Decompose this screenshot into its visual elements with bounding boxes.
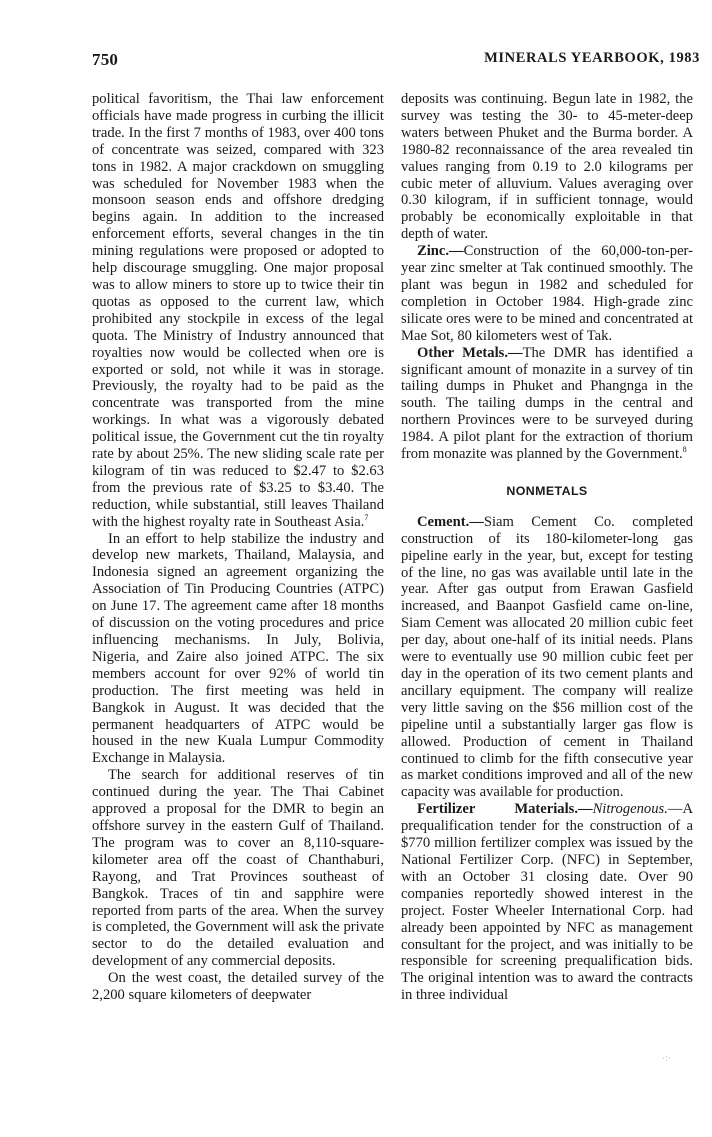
page-number: 750 [92, 50, 119, 69]
paragraph-text: political favoritism, the Thai law enforcement officials have made progress in curbing the illicit trade. In the first 7 months of 1983, over 400 tons of concentrate was seized, compared with 323 tons in 1982. A major crackdown on smuggling was scheduled for November 1983 when the monsoon season ends and offshore dredging begins again. In addition to the increased enforcement efforts, several changes in the tin mining regulations were proposed or adopted to help discourage smuggling. One major proposal was to allow miners to store up to twice their tin quotas as opposed to the current law, which prohibited any stockpile in excess of the legal quota. The Ministry of Industry announced that royalties now would be collected when ore is exported or sold, not while it was in storage. Previously, the royalty had to be paid as the concentrate was transported from the mine workings. In what was a vigorously debated political issue, the Government cut the tin royalty rate by about 25%. The new sliding scale rate per kilogram of tin was reduced to $2.47 to $2.63 from the previous rate of $3.25 to $3.40. The reduction, while substantial, still leaves Thailand with the highest royalty rate in Southeast Asia. [92, 91, 384, 530]
paragraph-reserves [92, 767, 384, 970]
paragraph-text: Construction of the 60,000-ton-per-year zinc smelter at Tak continued smoothly. The plant was begun in 1982 and scheduled for completion in October 1984. High-grade zinc silicate ores were to be mined and concentrated at Mae Sot, 80 kilometers west of Tak. [401, 243, 693, 344]
right-column [401, 91, 693, 1004]
footnote-ref: 7 [364, 512, 369, 522]
subhead-nitrogenous: Nitrogenous. [592, 801, 668, 818]
em-dash: — [667, 801, 683, 818]
paragraph-fertilizer [401, 801, 693, 1004]
paragraph-text: In an effort to help stabilize the industry and develop new markets, Thailand, Malaysia, and Indonesia signed an agreement organizing the Association of Tin Producing Countries (ATPC) on June 17. The agreement came after 18 months of discussion on the voting procedures and price influencing mechanisms. In July, Bolivia, Nigeria, and Zaire also joined ATPC. The six members account for over 92% of world tin production. The first meeting was held in Bangkok in August. It was decided that the permanent headquarters of ATPC would be housed in the new Kuala Lumpur Commodity Exchange in Malaysia. [92, 530, 384, 767]
scan-mark: ·:· [662, 1054, 671, 1064]
running-head: MINERALS YEARBOOK, 1983 [484, 50, 700, 66]
run-in-head-zinc: Zinc.— [417, 243, 464, 260]
paragraph-text: deposits was continuing. Begun late in 1982, the survey was testing the 30- to 45-meter-deep waters between Phuket and the Burma border. A 1980-82 reconnaissance of the area revealed tin values ranging from 0.19 to 2.0 kilograms per cubic meter of alluvium. Values averaging over 0.30 kilogram, if in sufficient tonnage, would probably be economically exploitable in that depth of water. [401, 91, 693, 243]
paragraph-text: A prequalification tender for the construction of a $770 million fertilizer complex was issued by the National Fertilizer Corp. (NFC) in September, with an October 31 closing date. Over 90 companies reportedly showed interest in the project. Foster Wheeler International Corp. had already been appointed by NFC as management consultant for the project, and was initially to be responsible for screening prequalification bids. The original intention was to award the contracts in three individual [401, 801, 693, 1004]
paragraph-atpc [92, 531, 384, 768]
run-in-head-fertilizer: Fertilizer Materials.— [417, 801, 593, 818]
paragraph-text: On the west coast, the detailed survey of the 2,200 square kilometers of deepwater [92, 970, 384, 1004]
paragraph-text: Siam Cement Co. completed construction of its 180-kilometer-long gas pipeline early in the year, but, except for testing of the line, no gas was available until late in the year. After gas output from Erawan Gasfield increased, and Baanpot Gasfield came on-line, Siam Cement was allocated 20 million cubic feet per day, about one-half of its initial needs. Plans were to eventually use 90 million cubic feet per day in the operation of its two cement plants and ancillary equipment. The company will realize very little saving on the $56 million cost of the pipeline until a substantially larger gas flow is allowed. Production of cement in Thailand continued to climb for the fifth consecutive year as market conditions improved and all of the new capacity was available for production. [401, 513, 693, 801]
paragraph-other-metals [401, 345, 693, 463]
left-column [92, 91, 384, 1004]
paragraph-text: The DMR has identified a significant amount of monazite in a survey of tin tailing dumps in Phuket and Phangnga in the south. The tailing dumps in the central and northern Provinces were to be surveyed during 1984. A pilot plant for the extraction of thorium from monazite was planned by the Government. [401, 344, 693, 463]
section-heading-nonmetals: NONMETALS [506, 483, 588, 498]
run-in-head-cement: Cement.— [417, 513, 484, 530]
page-header [92, 50, 700, 72]
footnote-ref: 8 [682, 445, 687, 455]
paragraph-text: The search for additional reserves of tin continued during the year. The Thai Cabinet approved a proposal for the DMR to begin an offshore survey in the eastern Gulf of Thailand. The program was to cover an 8,110-square-kilometer area off the coast of Chanthaburi, Rayong, and Trat Provinces southeast of Bangkok. Traces of tin and sapphire were reported from parts of the area. When the survey is completed, the Government will ask the private sector to do the detailed evaluation and development of any commercial deposits. [92, 767, 384, 970]
paragraph-cement [401, 514, 693, 801]
paragraph-west-coast [92, 970, 384, 1004]
paragraph-deepwater [401, 91, 693, 243]
paragraph-zinc [401, 243, 693, 344]
run-in-head-other-metals: Other Metals.— [417, 344, 523, 361]
paragraph-smuggling [92, 91, 384, 531]
